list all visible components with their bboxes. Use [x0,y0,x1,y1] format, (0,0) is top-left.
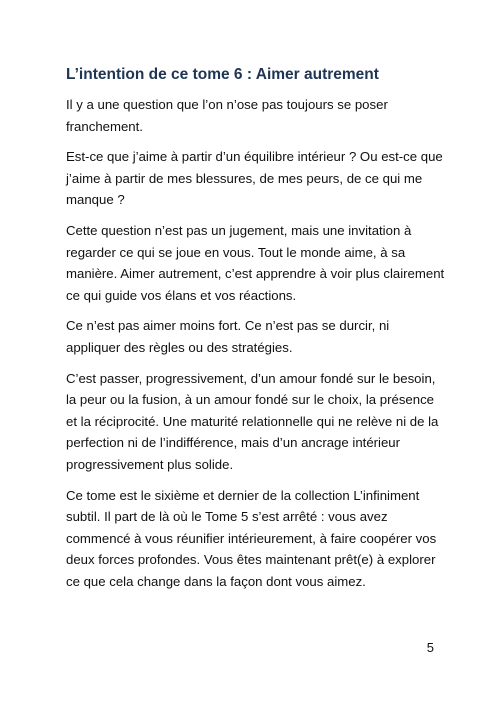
section-heading: L’intention de ce tome 6 : Aimer autrement [66,66,379,83]
body-text [66,94,446,601]
page-number: 5 [426,640,434,655]
paragraph-3: Cette question n’est pas un jugement, mais une invitation à regarder ce qui se joue en vous. Tout le monde aime, à sa manière. Aimer autrement, c’est apprendre à voir plus clairement ce qui guide vos élans et vos réactions. [66,222,445,303]
paragraph-1: Il y a une question que l’on n’ose pas toujours se poser franchement. [66,97,388,134]
paragraph-5: C’est passer, progressivement, d’un amour fondé sur le besoin, la peur ou la fusion, à un amour fondé sur le choix, la présence et la réciprocité. Une maturité relationnelle qui ne relève ni de la perfection ni de l’indifférence, mais d’un ancrage intérieur progressivement plus solide. [66,370,439,472]
paragraph-2: Est-ce que j’aime à partir d’un équilibre intérieur ? Ou est-ce que j’aime à partir de mes blessures, de mes peurs, de ce qui me manque ? [66,149,443,208]
paragraph-6: Ce tome est le sixième et dernier de la collection L’infiniment subtil. Il part de là où le Tome 5 s’est arrêté : vous avez commencé à vous réunifier intérieurement, à faire coopérer vos deux forces profondes. Vous êtes maintenant prêt(e) à explorer ce que cela change dans la façon dont vous aimez. [66,487,437,589]
paragraph-4: Ce n’est pas aimer moins fort. Ce n’est pas se durcir, ni appliquer des règles ou des stratégies. [66,318,390,355]
